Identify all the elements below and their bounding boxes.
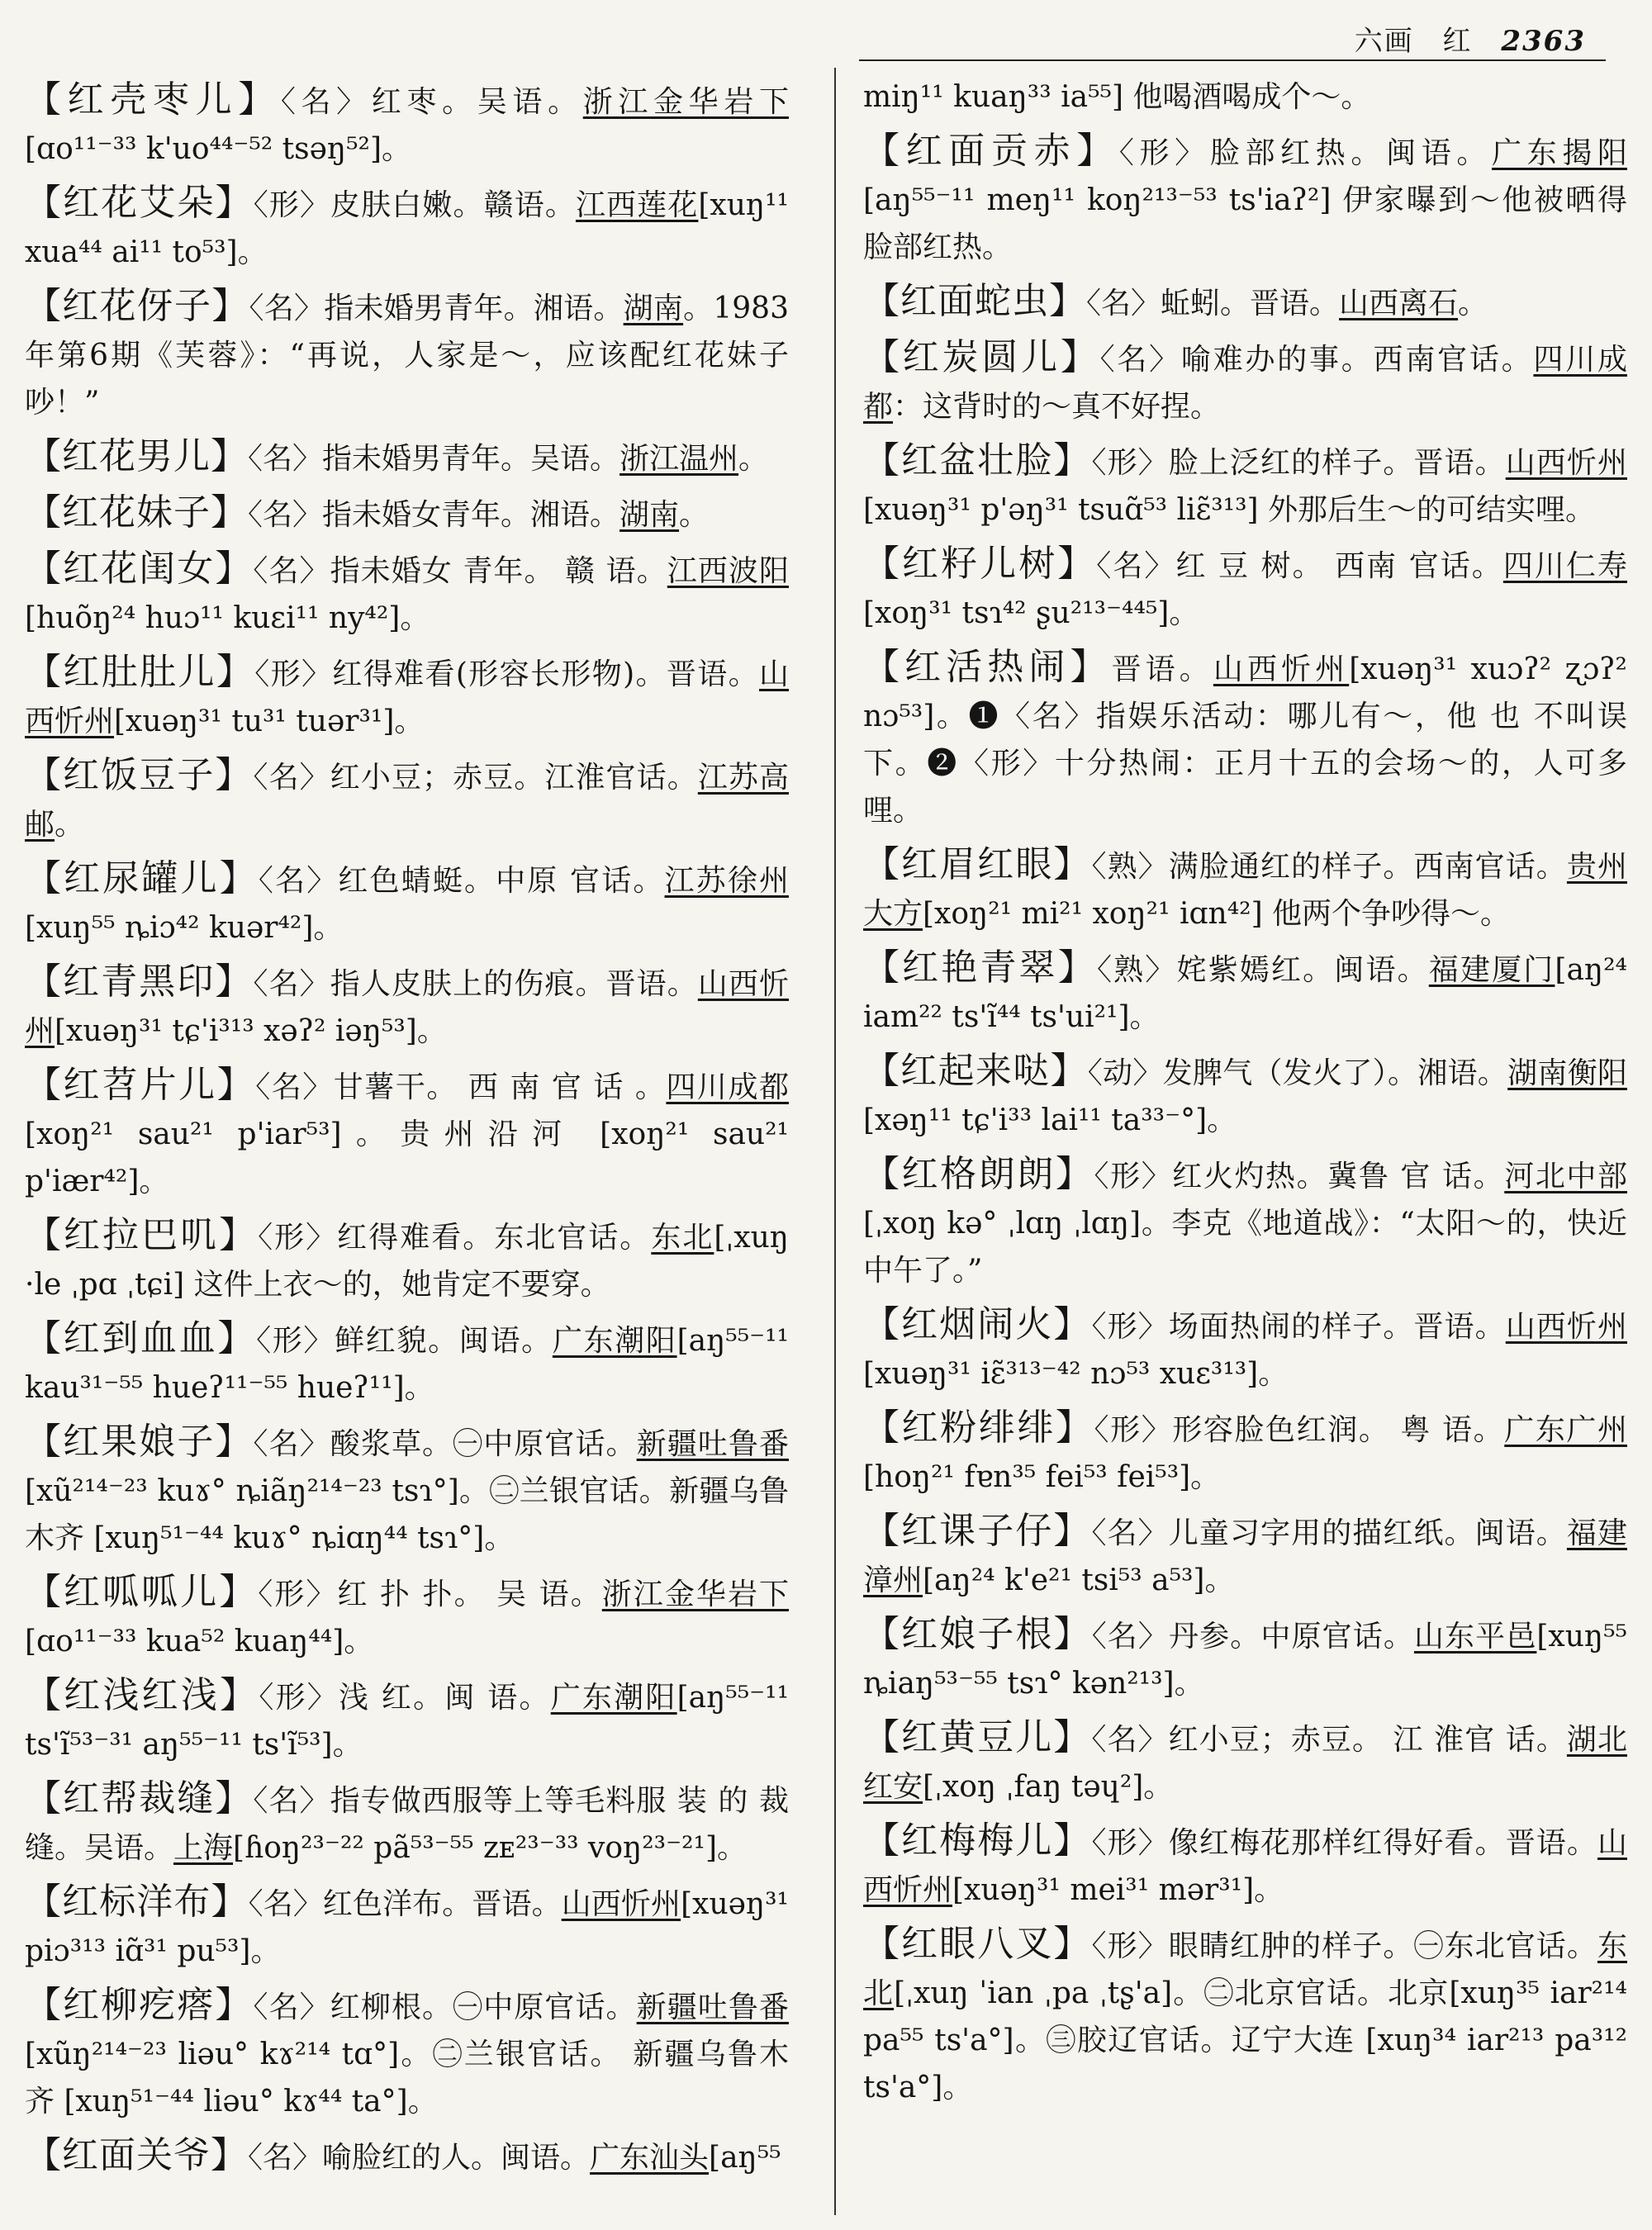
entry-location: 江西莲花 [575, 188, 699, 222]
entry-pos: 〈形〉 [1094, 1413, 1173, 1447]
entry-headword: 【红艳青翠】 [863, 947, 1097, 989]
entry-location: 湖北红安 [863, 1723, 1627, 1804]
entry-headword: 【红果娘子】 [25, 1421, 254, 1463]
entry-location: 广东潮阳 [552, 1324, 677, 1358]
dictionary-entry [25, 76, 789, 173]
entry-detail: [xuəŋ³¹ mei³¹ mər³¹]。 [952, 1873, 1284, 1907]
entry-definition: 甘薯干。 西 南 官 话 。 [333, 1070, 667, 1104]
entry-headword: 【红花妹子】 [25, 491, 248, 534]
dictionary-entry [863, 437, 1627, 534]
entry-location: 广东广州 [1504, 1413, 1627, 1447]
entry-pos: 〈形〉 [259, 1681, 339, 1715]
entry-definition: 指专做西服等上等毛料服 装 的 裁缝。吴语。 [25, 1784, 789, 1865]
entry-definition: 指未婚男青年。湘语。 [324, 292, 624, 325]
entry-headword: 【红呱呱儿】 [25, 1571, 259, 1613]
entry-pos: 〈名〉 [1091, 1516, 1169, 1550]
entry-detail: [ˌxuŋ ˈian ˌpa ˌtʂ'a]。㊁北京官话。北京[xuŋ³⁵ iar²¹⁴ pa⁵⁵ ts'a°]。㊂胶辽官话。辽宁大连 [xuŋ³⁴ iar²¹³ pa³¹² ts'a°]。 [863, 1976, 1627, 2104]
entry-detail: [ˌxoŋ kə° ˌlɑŋ ˌlɑŋ]。李克《地道战》：“太阳～的，快近中午了。” [863, 1207, 1627, 1288]
dictionary-entry [863, 1047, 1627, 1144]
entry-definition: 晋语。 [1111, 652, 1213, 686]
entry-detail: [aŋ⁵⁵⁻¹¹ kau³¹⁻⁵⁵ hueʔ¹¹⁻⁵⁵ hueʔ¹¹]。 [25, 1324, 789, 1405]
entry-pos: 〈名〉 [253, 1427, 330, 1461]
entry-definition: 红色洋布。晋语。 [322, 1887, 562, 1921]
entry-location: 湖南 [620, 498, 680, 532]
entry-headword: 【红梅梅儿】 [863, 1820, 1092, 1862]
entry-detail: [xəŋ¹¹ tɕ'i³³ lai¹¹ ta³³⁻°]。 [863, 1103, 1237, 1137]
entry-pos: 〈形〉 [1091, 1826, 1169, 1860]
entry-location: 江苏高邮 [25, 761, 789, 842]
dictionary-entry [25, 1061, 789, 1205]
entry-definition: 指人皮肤上的伤痕。晋语。 [330, 967, 698, 1001]
entry-headword: 【红眉红眼】 [863, 843, 1092, 885]
entry-headword: 【红花艾朵】 [25, 182, 254, 224]
dictionary-entry [25, 958, 789, 1055]
entry-definition: 鲜红貌。闽语。 [335, 1324, 553, 1358]
entry-detail: [aŋ⁵⁵⁻¹¹ ts'ĩ⁵³⁻³¹ aŋ⁵⁵⁻¹¹ ts'ĩ⁵³]。 [25, 1681, 789, 1762]
header-rule [859, 59, 1606, 61]
entry-pos: 〈形〉 [1118, 136, 1210, 170]
entry-pos: 〈形〉 [258, 1578, 338, 1611]
entry-detail: [xũ²¹⁴⁻²³ kuɤ° ȵiãŋ²¹⁴⁻²³ tsɿ°]。㊁兰银官话。新疆乌鲁木齐 [xuŋ⁵¹⁻⁴⁴ kuɤ° ȵiɑŋ⁴⁴ tsɿ°]。 [25, 1474, 789, 1555]
entry-detail: ：这背时的～真不好捏。 [893, 390, 1221, 424]
entry-headword: 【红标洋布】 [25, 1881, 249, 1923]
dictionary-entry [25, 1672, 789, 1768]
entry-pos: 〈形〉 [1091, 446, 1169, 480]
entry-definition: 红枣。吴语。 [371, 85, 583, 119]
entry-pos: 〈名〉 [253, 967, 330, 1001]
entry-definition: 红柳根。㊀中原官话。 [330, 1990, 637, 2024]
entry-definition: 红 豆 树。 西南 官话。 [1175, 549, 1503, 583]
entry-detail: [aŋ²⁴ k'e²¹ tsi⁵³ a⁵³]。 [923, 1563, 1235, 1597]
dictionary-entry [863, 1301, 1627, 1397]
entry-location: 山西忻州 [863, 1826, 1627, 1907]
entry-definition: miŋ¹¹ kuaŋ³³ ia⁵⁵] 他喝酒喝成个～。 [863, 80, 1371, 114]
entry-location: 四川仁寿 [1502, 549, 1628, 583]
entry-headword: 【红浅红浅】 [25, 1674, 259, 1716]
entry-detail: 。 [738, 442, 769, 476]
entry-headword: 【红格朗朗】 [863, 1153, 1094, 1195]
entry-headword: 【红面贡赤】 [863, 130, 1119, 172]
entry-pos: 〈名〉 [255, 1070, 334, 1104]
entry-headword: 【红肚肚儿】 [25, 651, 255, 693]
entry-definition: 儿童习字用的描红纸。闽语。 [1168, 1516, 1567, 1550]
entry-location: 新疆吐鲁番 [636, 1990, 789, 2024]
entry-headword: 【红眼八叉】 [863, 1923, 1092, 1965]
entry-pos: 〈名〉 [253, 554, 330, 588]
entry-definition: 场面热闹的样子。晋语。 [1168, 1310, 1506, 1344]
entry-headword: 【红到血血】 [25, 1317, 257, 1359]
entry-location: 广东潮阳 [550, 1681, 677, 1715]
entry-headword: 【红花闺女】 [25, 548, 254, 590]
dictionary-entry [863, 1611, 1627, 1707]
dictionary-entry [25, 1418, 789, 1562]
running-head [1336, 18, 1586, 59]
entry-definition: 蚯蚓。晋语。 [1161, 287, 1340, 320]
entry-headword: 【红壳枣儿】 [25, 78, 281, 121]
entry-location: 东北 [651, 1221, 714, 1255]
entry-location: 山西忻州 [1213, 652, 1350, 686]
entry-location: 四川成都 [666, 1070, 789, 1104]
entry-location: 浙江金华岩下 [601, 1578, 789, 1611]
entry-detail: [xoŋ²¹ sau²¹ p'iar⁵³]。贵州沿河 [xoŋ²¹ sau²¹ p'iær⁴²]。 [25, 1117, 789, 1198]
entry-pos: 〈名〉 [253, 761, 330, 795]
entry-definition: 红 扑 扑。 吴 语。 [337, 1578, 602, 1611]
dictionary-entry [25, 282, 789, 426]
entry-definition: 皮肤白嫩。赣语。 [330, 188, 576, 222]
strokes-label: 六画 [1354, 25, 1414, 58]
entry-detail: [aŋ²⁴ iam²² ts'ĩ⁴⁴ ts'ui²¹]。 [863, 953, 1627, 1034]
entry-detail: [xoŋ³¹ tsɿ⁴² ʂu²¹³⁻⁴⁴⁵]。 [863, 596, 1199, 630]
entry-definition: 丹参。中原官话。 [1169, 1620, 1414, 1654]
entry-headword: 【红拉巴叽】 [25, 1214, 259, 1256]
entry-definition: 形容脸色红润。 粤 语。 [1172, 1413, 1505, 1447]
entry-detail: [aŋ⁵⁵ [709, 2141, 781, 2175]
dictionary-entry [25, 752, 789, 848]
entry-location: 河北中部 [1504, 1160, 1627, 1193]
entry-headword: 【红炭圆儿】 [863, 336, 1100, 378]
entry-headword: 【红籽儿树】 [863, 543, 1097, 585]
dictionary-entry [863, 334, 1627, 430]
entry-pos: 〈名〉 [248, 442, 323, 476]
entry-pos: 〈名〉 [1096, 549, 1176, 583]
entry-pos: 〈名〉 [1099, 343, 1181, 377]
entry-location: 山西忻州 [1505, 446, 1627, 480]
entry-headword: 【红苕片儿】 [25, 1064, 256, 1106]
entry-definition: 酸浆草。㊀中原官话。 [330, 1427, 637, 1461]
entry-pos: 〈名〉 [248, 498, 323, 532]
dictionary-entry [25, 545, 789, 642]
entry-detail: [xuŋ⁵⁵ ȵiaŋ⁵³⁻⁵⁵ tsɿ° kən²¹³]。 [863, 1620, 1627, 1701]
entry-definition: 发脾气（发火了）。湘语。 [1162, 1056, 1508, 1090]
entry-headword: 【红烟闹火】 [863, 1303, 1092, 1345]
entry-detail: [xuəŋ³¹ xuɔʔ² ʐɔʔ² nɔ⁵³]。❶〈名〉指娱乐活动：哪儿有～，他 也 不叫误下。❷〈形〉十分热闹：正月十五的会场～的，人可多哩。 [863, 652, 1627, 828]
entry-pos: 〈名〉 [1091, 1723, 1169, 1757]
entry-headword: 【红粉绯绯】 [863, 1407, 1094, 1449]
entry-definition: 浅 红。闽 语。 [339, 1681, 551, 1715]
radical-label: 红 [1442, 25, 1473, 58]
entry-definition: 满脸通红的样子。西南官话。 [1168, 850, 1567, 884]
entry-pos: 〈熟〉 [1096, 953, 1177, 987]
entry-location: 江苏徐州 [664, 864, 789, 898]
column-divider [834, 68, 836, 2215]
page-header [0, 0, 1652, 64]
entry-detail: [xuəŋ³¹ tɕ'i³¹³ xəʔ² iəŋ⁵³]。 [55, 1014, 447, 1048]
entry-detail: [ɑo¹¹⁻³³ kua⁵² kuaŋ⁴⁴]。 [25, 1625, 374, 1658]
entry-definition: 红小豆；赤豆。 江 淮官 话。 [1168, 1723, 1567, 1757]
entry-pos: 〈形〉 [1091, 1929, 1169, 1963]
dictionary-entry [25, 1315, 789, 1412]
dictionary-entry [25, 648, 789, 745]
entry-headword: 【红活热闹】 [863, 646, 1112, 688]
entry-detail: [hoŋ²¹ fɐn³⁵ fei⁵³ fei⁵³]。 [863, 1460, 1221, 1494]
entry-location: 山西忻州 [25, 657, 789, 738]
dictionary-entry [863, 944, 1627, 1041]
dictionary-entry [863, 1714, 1627, 1810]
entry-detail: [xuəŋ³¹ iɛ̃³¹³⁻⁴² nɔ⁵³ xuɛ³¹³]。 [863, 1357, 1289, 1391]
entry-pos: 〈形〉 [258, 1221, 338, 1255]
dictionary-entry [863, 540, 1627, 637]
entry-pos: 〈动〉 [1087, 1056, 1163, 1090]
entry-location: 湖南 [623, 292, 684, 325]
entry-location: 新疆吐鲁番 [636, 1427, 789, 1461]
entry-pos: 〈名〉 [253, 1784, 330, 1818]
dictionary-entry [25, 489, 789, 539]
dictionary-entry [863, 71, 1627, 121]
dictionary-entry [25, 1775, 789, 1872]
entry-pos: 〈名〉 [1086, 287, 1161, 320]
entry-headword: 【红面关爷】 [25, 2134, 248, 2176]
entry-definition: 红火灼热。冀鲁 官 话。 [1172, 1160, 1505, 1193]
entry-detail: [xoŋ²¹ mi²¹ xoŋ²¹ iɑn⁴²] 他两个争吵得～。 [923, 897, 1511, 931]
entry-detail: 。 [1458, 287, 1488, 320]
entry-definition: 红小豆；赤豆。江淮官话。 [330, 761, 698, 795]
entry-pos: 〈名〉 [253, 1990, 330, 2024]
entry-headword: 【红饭豆子】 [25, 754, 254, 796]
entry-headword: 【红面蛇虫】 [863, 280, 1086, 322]
entry-detail: 。 [55, 808, 85, 842]
entry-detail: [ˌxuŋ ·le ˌpɑ ˌtɕi] 这件上衣～的，她肯定不要穿。 [25, 1221, 789, 1302]
entry-headword: 【红帮裁缝】 [25, 1777, 254, 1820]
entry-definition: 喻脸红的人。闽语。 [322, 2141, 591, 2175]
entry-detail: [xuəŋ³¹ piɔ³¹³ iɑ̃³¹ pu⁵³]。 [25, 1887, 789, 1968]
entry-headword: 【红黄豆儿】 [863, 1716, 1092, 1758]
dictionary-entry [25, 1568, 789, 1665]
entry-detail: [xuəŋ³¹ tu³¹ tuər³¹]。 [114, 705, 425, 738]
entry-location: 福建厦门 [1428, 953, 1555, 987]
entry-location: 广东汕头 [590, 2141, 710, 2175]
dictionary-entry [25, 1981, 789, 2125]
entry-pos: 〈名〉 [1091, 1620, 1170, 1654]
entry-pos: 〈名〉 [258, 864, 339, 898]
entry-location: 山东平邑 [1413, 1620, 1537, 1654]
entry-definition: 指未婚女青年。湘语。 [322, 498, 620, 532]
entry-detail: [ɦoŋ²³⁻²² pã⁵³⁻⁵⁵ zᴇ²³⁻³³ voŋ²³⁻²¹]。 [233, 1831, 747, 1865]
dictionary-entry [25, 1212, 789, 1308]
dictionary-entry [863, 1920, 1627, 2111]
entry-headword: 【红柳疙瘩】 [25, 1984, 254, 2026]
dictionary-entry [25, 2132, 789, 2181]
dictionary-entry [25, 1878, 789, 1975]
entry-location: 浙江温州 [620, 442, 739, 476]
entry-pos: 〈形〉 [256, 1324, 335, 1358]
entry-headword: 【红尿罐儿】 [25, 857, 259, 899]
dictionary-entry [863, 278, 1627, 327]
entry-location: 山西离石 [1339, 287, 1459, 320]
entry-detail: [aŋ⁵⁵⁻¹¹ meŋ¹¹ koŋ²¹³⁻⁵³ ts'iaʔ²] 伊家曝到～他被晒得脸部红热。 [863, 183, 1627, 264]
dictionary-entry [863, 1151, 1627, 1294]
right-column [863, 71, 1627, 2118]
entry-location: 浙江金华岩下 [582, 85, 789, 119]
entry-location: 福建漳州 [863, 1516, 1627, 1597]
dictionary-entry [863, 1817, 1627, 1914]
entry-detail: [xuŋ⁵⁵ ȵiɔ⁴² kuər⁴²]。 [25, 911, 344, 945]
dictionary-entry [25, 433, 789, 482]
entry-location: 山西忻州 [561, 1887, 681, 1921]
entry-definition: 脸部红热。闽语。 [1209, 136, 1493, 170]
entry-detail: [xuŋ¹¹ xua⁴⁴ ai¹¹ to⁵³]。 [25, 188, 789, 269]
page-number: 2363 [1501, 25, 1586, 58]
entry-location: 东北 [863, 1929, 1627, 2010]
dictionary-entry [863, 1404, 1627, 1501]
entry-location: 贵州大方 [863, 850, 1627, 931]
entry-pos: 〈熟〉 [1091, 850, 1169, 884]
entry-location: 四川成都 [863, 343, 1627, 424]
entry-definition: 指未婚男青年。吴语。 [322, 442, 620, 476]
entry-definition: 脸上泛红的样子。晋语。 [1168, 446, 1506, 480]
entry-headword: 【红起来哒】 [863, 1050, 1088, 1092]
entry-detail: [huõŋ²⁴ huɔ¹¹ kuɛi¹¹ ny⁴²]。 [25, 601, 430, 635]
entry-pos: 〈形〉 [1091, 1310, 1169, 1344]
entry-definition: 喻难办的事。西南官话。 [1180, 343, 1534, 377]
entry-detail: [xũŋ²¹⁴⁻²³ liəu° kɤ²¹⁴ tɑ°]。㊁兰银官话。 新疆乌鲁木齐 [xuŋ⁵¹⁻⁴⁴ liəu° kɤ⁴⁴ ta°]。 [25, 2038, 789, 2118]
entry-pos: 〈形〉 [253, 188, 331, 222]
entry-pos: 〈名〉 [248, 2141, 323, 2175]
entry-definition: 红色蜻蜓。中原 官话。 [338, 864, 665, 898]
dictionary-entry [863, 841, 1627, 937]
dictionary-entry [863, 127, 1627, 271]
entry-detail: [ˌxoŋ ˌfaŋ təɥ²]。 [923, 1770, 1174, 1804]
dictionary-entry [25, 179, 789, 276]
entry-headword: 【红盆壮脸】 [863, 439, 1092, 482]
entry-pos: 〈名〉 [280, 85, 372, 119]
entry-location: 湖南衡阳 [1507, 1056, 1627, 1090]
entry-headword: 【红课子仔】 [863, 1510, 1092, 1552]
entry-detail: 。 [679, 498, 710, 532]
entry-headword: 【红花伢子】 [25, 285, 249, 327]
entry-definition: 像红梅花那样红得好看。晋语。 [1168, 1826, 1597, 1860]
entry-detail: 。1983年第6期《芙蓉》：“再说，人家是～，应该配红花妹子吵！” [25, 292, 789, 420]
entry-location: 广东揭阳 [1492, 136, 1627, 170]
entry-pos: 〈名〉 [249, 292, 325, 325]
dictionary-entry [25, 855, 789, 951]
entry-definition: 红得难看(形容长形物)。晋语。 [332, 657, 759, 691]
entry-pos: 〈形〉 [254, 657, 333, 691]
entry-location: 山西忻州 [25, 967, 789, 1048]
entry-location: 江西波阳 [667, 554, 789, 588]
entry-headword: 【红青黑印】 [25, 961, 254, 1003]
entry-headword: 【红娘子根】 [863, 1613, 1092, 1655]
entry-location: 上海 [173, 1831, 234, 1865]
entry-definition: 红得难看。东北官话。 [337, 1221, 652, 1255]
entry-detail: [xuəŋ³¹ p'əŋ³¹ tsuɑ̃⁵³ liɛ̃³¹³] 外那后生～的可结实哩。 [863, 493, 1596, 527]
entry-definition: 姹紫嫣红。闽语。 [1176, 953, 1429, 987]
entry-pos: 〈名〉 [248, 1887, 323, 1921]
dictionary-entry [863, 1507, 1627, 1604]
entry-detail: [ɑo¹¹⁻³³ k'uo⁴⁴⁻⁵² tsəŋ⁵²]。 [25, 132, 412, 166]
entry-pos: 〈形〉 [1094, 1160, 1173, 1193]
entry-definition: 指未婚女 青年。 赣 语。 [330, 554, 667, 588]
entry-headword: 【红花男儿】 [25, 435, 248, 477]
left-column [25, 76, 789, 2188]
entry-location: 山西忻州 [1505, 1310, 1627, 1344]
dictionary-entry [863, 643, 1627, 834]
entry-definition: 眼睛红肿的样子。㊀东北官话。 [1168, 1929, 1597, 1963]
